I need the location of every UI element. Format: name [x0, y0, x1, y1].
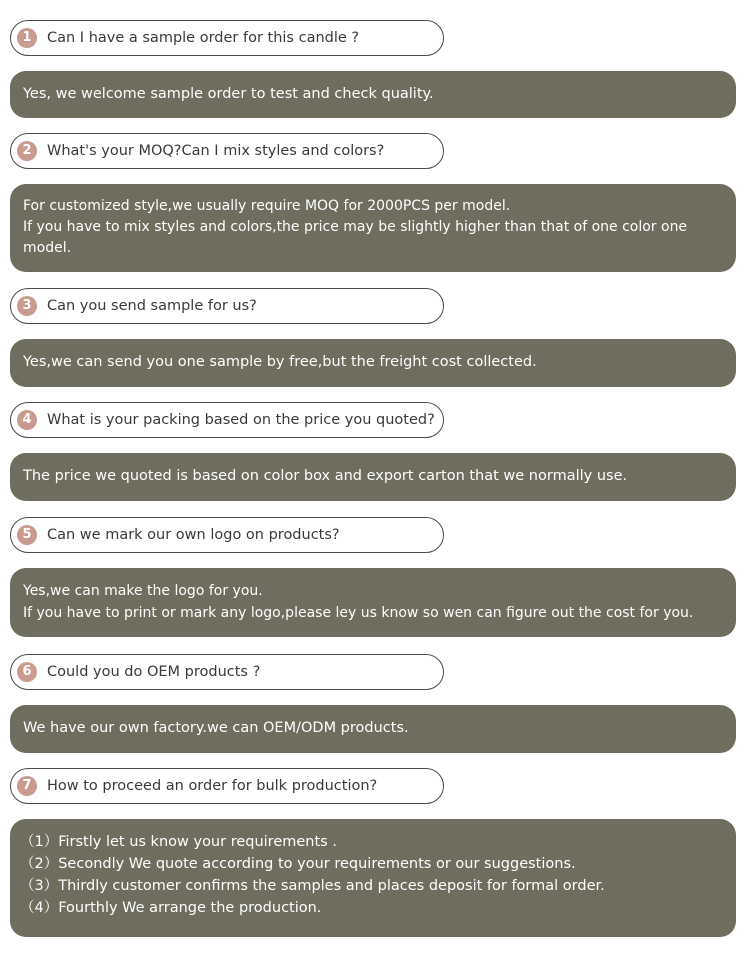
question-number-badge: 3 [17, 296, 37, 316]
answer-line: （2）Secondly We quote according to your requirements or our suggestions. [20, 856, 576, 872]
faq-answer-2 [10, 184, 736, 272]
question-text: What's your MOQ?Can I mix styles and colors? [47, 143, 385, 159]
faq-question-6 [10, 654, 444, 690]
faq-question-3 [10, 288, 444, 324]
question-text: What is your packing based on the price you quoted? [47, 412, 435, 428]
question-number-badge: 1 [17, 28, 37, 48]
faq-answer-3 [10, 339, 736, 387]
question-number-badge: 6 [17, 662, 37, 682]
answer-line: We have our own factory.we can OEM/ODM products. [23, 720, 409, 736]
answer-line: The price we quoted is based on color box and export carton that we normally use. [23, 468, 628, 484]
answer-line: Yes, we welcome sample order to test and check quality. [23, 86, 434, 102]
question-number-badge: 4 [17, 410, 37, 430]
faq-answer-6 [10, 705, 736, 753]
answer-line: （1）Firstly let us know your requirements . [20, 834, 337, 850]
question-text: How to proceed an order for bulk production? [47, 778, 378, 794]
answer-line: model. [23, 240, 72, 256]
question-text: Can we mark our own logo on products? [47, 527, 340, 543]
faq-answer-1 [10, 71, 736, 118]
answer-line: Yes,we can make the logo for you. [23, 583, 263, 599]
answer-line: If you have to print or mark any logo,please ley us know so wen can figure out the cost for you. [23, 605, 694, 621]
answer-line: If you have to mix styles and colors,the price may be slightly higher than that of one color one [23, 219, 688, 235]
question-number-badge: 2 [17, 141, 37, 161]
answer-line: （4）Fourthly We arrange the production. [20, 900, 322, 916]
faq-answer-5 [10, 568, 736, 637]
answer-line: Yes,we can send you one sample by free,but the freight cost collected. [23, 354, 537, 370]
question-text: Could you do OEM products ? [47, 664, 261, 680]
question-number-badge: 5 [17, 525, 37, 545]
answer-line: For customized style,we usually require MOQ for 2000PCS per model. [23, 198, 511, 214]
faq-question-4 [10, 402, 444, 438]
faq-answer-7 [10, 819, 736, 937]
faq-question-7 [10, 768, 444, 804]
faq-question-1 [10, 20, 444, 56]
question-text: Can I have a sample order for this candle ? [47, 30, 360, 46]
question-number-badge: 7 [17, 776, 37, 796]
faq-answer-4 [10, 453, 736, 501]
question-text: Can you send sample for us? [47, 298, 257, 314]
answer-line: （3）Thirdly customer confirms the samples and places deposit for formal order. [20, 878, 605, 894]
faq-question-5 [10, 517, 444, 553]
faq-question-2 [10, 133, 444, 169]
